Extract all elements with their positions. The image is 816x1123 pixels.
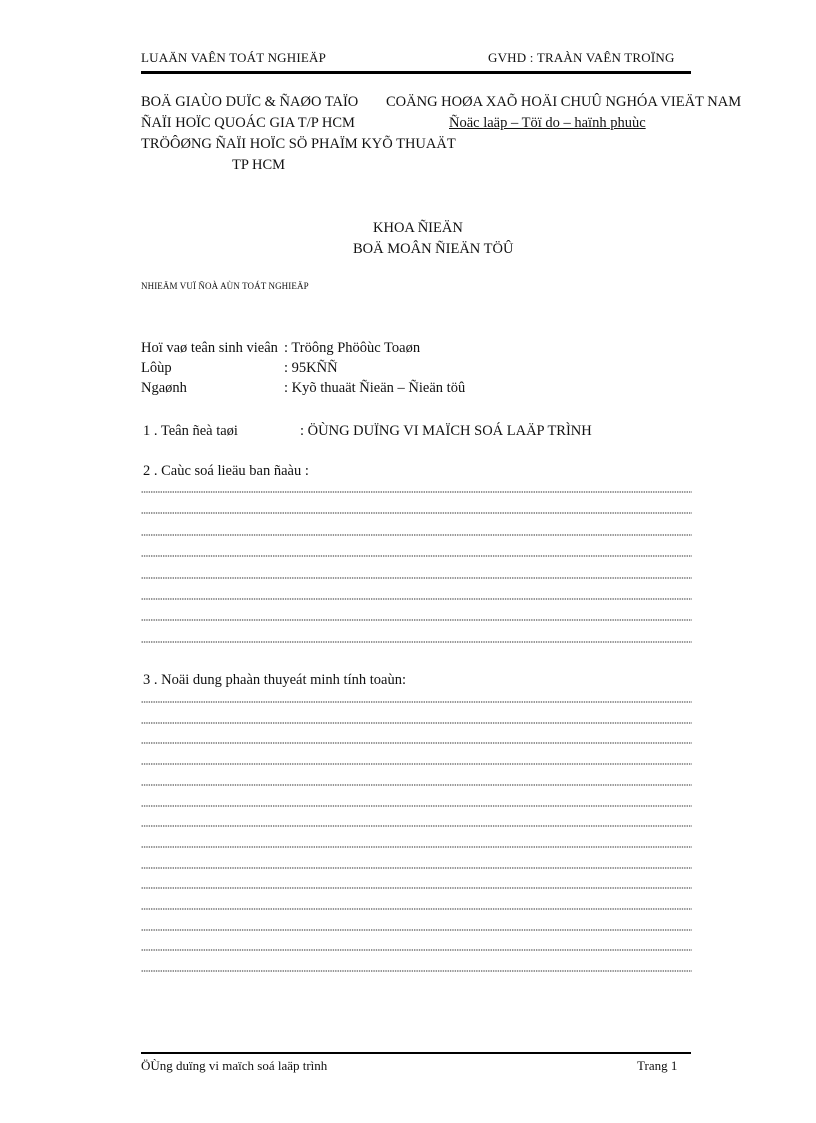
dotted-line — [141, 825, 692, 827]
dotted-line — [141, 701, 692, 703]
initial-data-heading: 2 . Caùc soá lieäu ban ñaàu : — [143, 463, 309, 479]
dotted-line — [141, 512, 692, 514]
dotted-line — [141, 577, 692, 579]
dotted-line — [141, 619, 692, 621]
running-header-advisor: GVHD : TRAÀN VAÊN TROÏNG — [488, 50, 675, 65]
dotted-line — [141, 887, 692, 889]
topic-label: 1 . Teân ñeà taøi — [143, 423, 238, 439]
dotted-line — [141, 867, 692, 869]
dotted-line — [141, 598, 692, 600]
dotted-line — [141, 534, 692, 536]
student-name-label: Hoï vaø teân sinh vieân — [141, 340, 278, 356]
dotted-line — [141, 722, 692, 724]
republic-name: COÄNG HOØA XAÕ HOÄI CHUÛ NGHÓA VIEÄT NAM — [386, 94, 742, 110]
dotted-line — [141, 784, 692, 786]
dotted-line — [141, 555, 692, 557]
dotted-line — [141, 805, 692, 807]
dotted-line — [141, 742, 692, 744]
dotted-line — [141, 846, 692, 848]
student-major-label: Ngaønh — [141, 380, 187, 396]
dotted-line — [141, 763, 692, 765]
dotted-line — [141, 641, 692, 643]
student-class-label: Lôùp — [141, 360, 172, 376]
running-header-title: LUAÄN VAÊN TOÁT NGHIEÄP — [141, 50, 327, 65]
institution-university: ÑAÏI HOÏC QUOÁC GIA T/P HCM — [141, 115, 355, 131]
student-major-value: : Kyõ thuaät Ñieän – Ñieän töû — [284, 380, 466, 396]
footer-rule — [141, 1052, 691, 1054]
dotted-line — [141, 491, 692, 493]
topic-value: : ÖÙNG DUÏNG VI MAÏCH SOÁ LAÄP TRÌNH — [300, 423, 592, 439]
dotted-line — [141, 908, 692, 910]
student-class-value: : 95KÑÑ — [284, 360, 338, 376]
mission-title: NHIEÄM VUÏ ÑOÀ AÙN TOÁT NGHIEÄP — [141, 281, 309, 291]
page-number: Trang 1 — [637, 1058, 678, 1073]
dotted-line — [141, 949, 692, 951]
footer-title: ÖÙng duïng vi maïch soá laäp trình — [141, 1058, 328, 1073]
dotted-line — [141, 970, 692, 972]
header-rule — [141, 71, 691, 74]
republic-motto: Ñoäc laäp – Töï do – haïnh phuùc — [449, 115, 646, 131]
department-name: BOÄ MOÂN ÑIEÄN TÖÛ — [353, 241, 514, 257]
student-name-value: : Tröông Phöôùc Toaøn — [284, 340, 421, 356]
faculty-name: KHOA ÑIEÄN — [373, 220, 463, 236]
institution-city: TP HCM — [232, 157, 286, 173]
explanation-heading: 3 . Noäi dung phaàn thuyeát minh tính toaùn: — [143, 672, 406, 688]
dotted-line — [141, 929, 692, 931]
institution-ministry: BOÄ GIAÙO DUÏC & ÑAØO TAÏO — [141, 94, 359, 110]
institution-school: TRÖÔØNG ÑAÏI HOÏC SÖ PHAÏM KYÕ THUAÄT — [141, 136, 456, 152]
